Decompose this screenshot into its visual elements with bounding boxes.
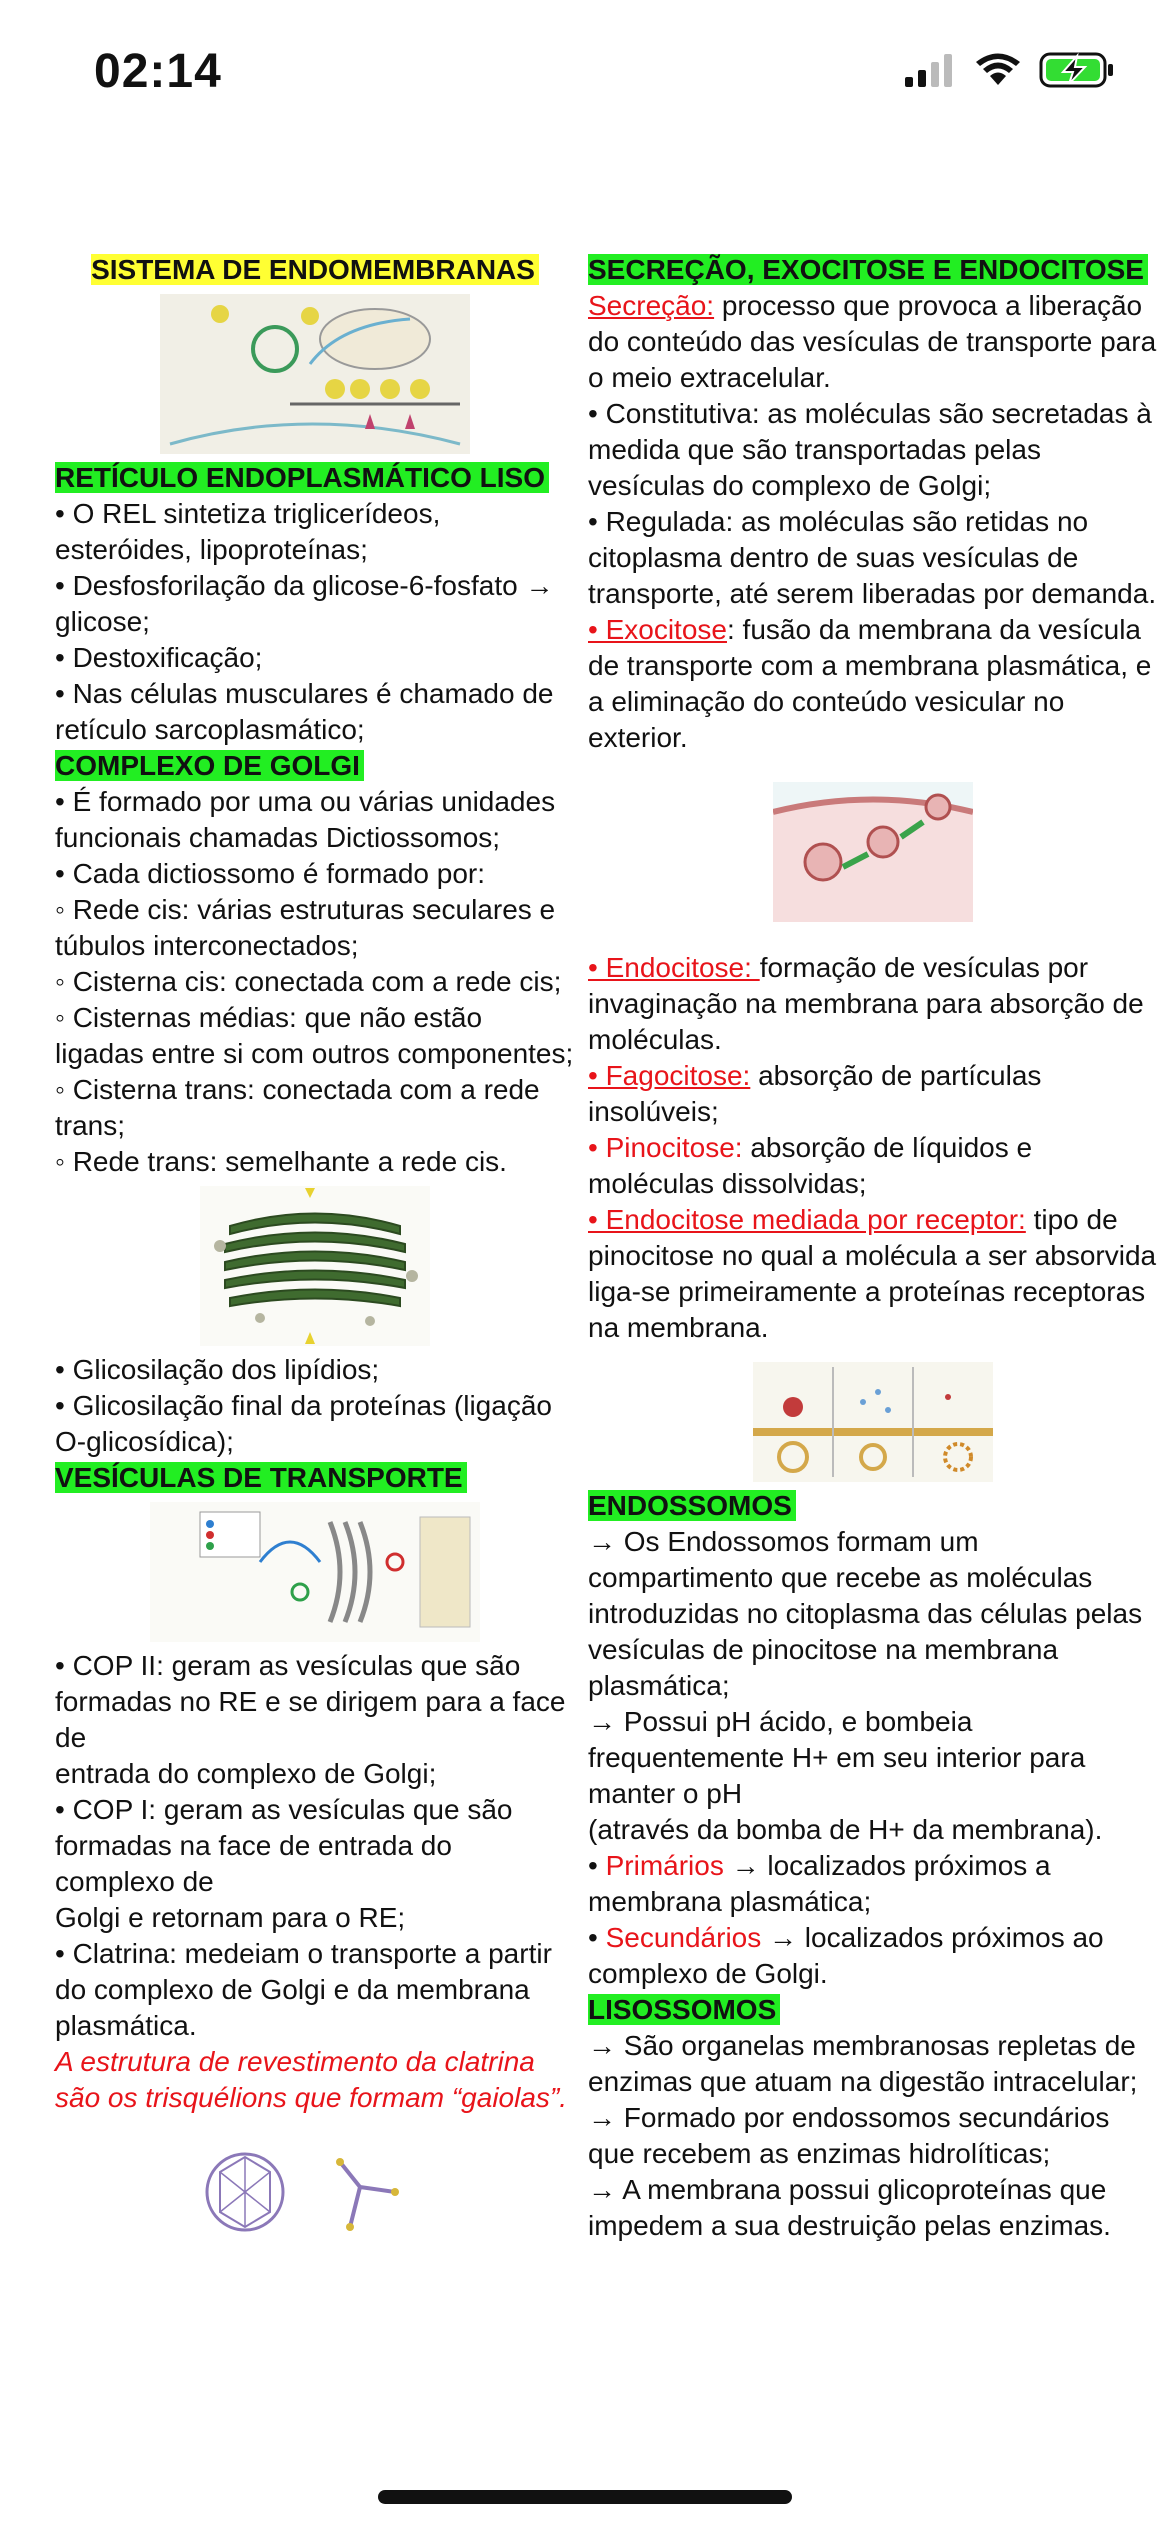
wifi-icon bbox=[975, 53, 1021, 87]
endocitose-text: formação de vesículas por invaginação na membrana para absorção de moléculas. bbox=[588, 952, 1144, 1055]
vesicle-transport-diagram-image bbox=[150, 1502, 480, 1642]
secrecao-label: Secreção: bbox=[588, 290, 715, 321]
battery-charging-icon bbox=[1039, 52, 1115, 88]
receptor-text: tipo de pinocitose no qual a molécula a ser absorvida liga-se primeiramente a proteínas receptoras na membrana. bbox=[588, 1204, 1157, 1343]
lisossomos-item: → Formado por endossomos secundários que recebem as enzimas hidrolíticas; bbox=[588, 2102, 1110, 2169]
pinocitose-paragraph bbox=[588, 1130, 1158, 1202]
exocitose-paragraph bbox=[588, 612, 1158, 756]
primarios-label: Primários bbox=[605, 1850, 724, 1881]
pinocitose-label: • Pinocitose: bbox=[588, 1132, 743, 1163]
home-indicator[interactable] bbox=[378, 2490, 792, 2504]
rel-item: • O REL sintetiza triglicerídeos, esteróides, lipoproteínas; bbox=[55, 498, 441, 565]
golgi-item: • Cada dictiossomo é formado por: bbox=[55, 858, 486, 889]
vesiculas-item: Golgi e retornam para o RE; bbox=[55, 1902, 406, 1933]
fagocitose-label: • Fagocitose: bbox=[588, 1060, 751, 1091]
clathrin-triskelion-diagram-image bbox=[200, 2122, 430, 2252]
golgi-item: ◦ Rede trans: semelhante a rede cis. bbox=[55, 1146, 507, 1177]
heading-vesiculas-line bbox=[55, 1460, 575, 1496]
primarios-paragraph: • Primários → localizados próximos a membrana plasmática; bbox=[588, 1850, 1051, 1917]
heading-reticulo-liso: RETÍCULO ENDOPLASMÁTICO LISO bbox=[55, 462, 549, 493]
heading-lisossomos: LISOSSOMOS bbox=[588, 1994, 780, 2025]
left-column bbox=[55, 252, 575, 2258]
secundarios-label: Secundários bbox=[605, 1922, 762, 1953]
heading-secrecao-line bbox=[588, 252, 1158, 288]
vesiculas-item: entrada do complexo de Golgi; bbox=[55, 1758, 437, 1789]
lisossomos-item: → São organelas membranosas repletas de enzimas que atuam na digestão intracelular; bbox=[588, 2030, 1138, 2097]
endocitose-label: • Endocitose: bbox=[588, 952, 760, 983]
golgi-item: • É formado por uma ou várias unidades funcionais chamadas Dictiossomos; bbox=[55, 786, 556, 853]
golgi-item2: • Glicosilação dos lipídios; bbox=[55, 1354, 380, 1385]
exocitose-text: : fusão da membrana da vesícula de transporte com a membrana plasmática, e a eliminação do conteúdo vesicular no exterior. bbox=[588, 614, 1152, 753]
golgi-item: ◦ Rede cis: várias estruturas seculares e túbulos interconectados; bbox=[55, 894, 556, 961]
endossomos-item: → Possui pH ácido, e bombeia frequentemente H+ em seu interior para manter o pH bbox=[588, 1706, 1086, 1809]
golgi-diagram-image bbox=[200, 1186, 430, 1346]
rel-item: • Nas células musculares é chamado de retículo sarcoplasmático; bbox=[55, 678, 554, 745]
sistema-heading-line bbox=[55, 252, 575, 288]
heading-golgi-line bbox=[55, 748, 575, 784]
endossomos-item: (através da bomba de H+ da membrana). bbox=[588, 1814, 1103, 1845]
pinocitose-text: absorção de líquidos e moléculas dissolvidas; bbox=[588, 1132, 1033, 1199]
rel-item: • Desfosforilação da glicose-6-fosfato → glicose; bbox=[55, 570, 554, 637]
heading-complexo-golgi: COMPLEXO DE GOLGI bbox=[55, 750, 364, 781]
vesiculas-item: • COP I: geram as vesículas que são formadas na face de entrada do complexo de bbox=[55, 1794, 513, 1897]
heading-endossomos-line bbox=[588, 1488, 1158, 1524]
golgi-item: ◦ Cisternas médias: que não estão ligadas entre si com outros componentes; bbox=[55, 1002, 574, 1069]
regulada-item: • Regulada: as moléculas são retidas no citoplasma dentro de suas vesículas de transporte, até serem liberadas por demanda. bbox=[588, 506, 1157, 609]
constitutiva-item: • Constitutiva: as moléculas são secretadas à medida que são transportadas pelas vesículas do complexo de Golgi; bbox=[588, 398, 1152, 501]
status-icons bbox=[905, 52, 1115, 88]
endocitose-paragraph bbox=[588, 950, 1158, 1058]
status-bar bbox=[0, 0, 1170, 150]
rel-item: • Destoxificação; bbox=[55, 642, 263, 673]
lisossomos-item: → A membrana possui glicoproteínas que impedem a sua destruição pelas enzimas. bbox=[588, 2174, 1111, 2241]
fagocitose-paragraph bbox=[588, 1058, 1158, 1130]
heading-secrecao-exocitose-endocitose: SECREÇÃO, EXOCITOSE E ENDOCITOSE bbox=[588, 254, 1148, 285]
vesiculas-item: • Clatrina: medeiam o transporte a partir do complexo de Golgi e da membrana plasmática. bbox=[55, 1938, 552, 2041]
golgi-item: ◦ Cisterna trans: conectada com a rede trans; bbox=[55, 1074, 540, 1141]
vesiculas-item: • COP II: geram as vesículas que são formadas no RE e se dirigem para a face de bbox=[55, 1650, 566, 1753]
secundarios-paragraph: • Secundários → localizados próximos ao complexo de Golgi. bbox=[588, 1922, 1104, 1989]
golgi-item: ◦ Cisterna cis: conectada com a rede cis; bbox=[55, 966, 562, 997]
secrecao-paragraph bbox=[588, 288, 1158, 396]
right-column bbox=[588, 252, 1158, 2244]
exocitose-label: • Exocitose bbox=[588, 614, 727, 645]
receptor-paragraph bbox=[588, 1202, 1158, 1346]
heading-vesiculas-transporte: VESÍCULAS DE TRANSPORTE bbox=[55, 1462, 467, 1493]
heading-lisossomos-line bbox=[588, 1992, 1158, 2028]
heading-sistema-endomembranas: SISTEMA DE ENDOMEMBRANAS bbox=[91, 254, 539, 285]
primarios-text: → localizados próximos a membrana plasmática; bbox=[588, 1850, 1051, 1917]
secrecao-text: processo que provoca a liberação do conteúdo das vesículas de transporte para o meio extracelular. bbox=[588, 290, 1157, 393]
clatrina-note: A estrutura de revestimento da clatrina são os trisquélions que formam “gaiolas”. bbox=[55, 2046, 568, 2113]
endossomos-item: → Os Endossomos formam um compartimento que recebe as moléculas introduzidas no citoplasma das células pelas vesículas de pinocitose na membrana plasmática; bbox=[588, 1526, 1143, 1701]
fagocitose-text: absorção de partículas insolúveis; bbox=[588, 1060, 1042, 1127]
exocytosis-diagram-image bbox=[773, 782, 973, 922]
endocytosis-types-diagram-image bbox=[753, 1362, 993, 1482]
golgi-item2: • Glicosilação final da proteínas (ligação O-glicosídica); bbox=[55, 1390, 552, 1457]
receptor-label: • Endocitose mediada por receptor: bbox=[588, 1204, 1026, 1235]
status-time: 02:14 bbox=[94, 45, 222, 98]
heading-rel-line bbox=[55, 460, 575, 496]
secundarios-text: → localizados próximos ao complexo de Golgi. bbox=[588, 1922, 1104, 1989]
heading-endossomos: ENDOSSOMOS bbox=[588, 1490, 796, 1521]
endomembrane-diagram-image bbox=[160, 294, 470, 454]
cellular-signal-icon bbox=[905, 53, 957, 87]
